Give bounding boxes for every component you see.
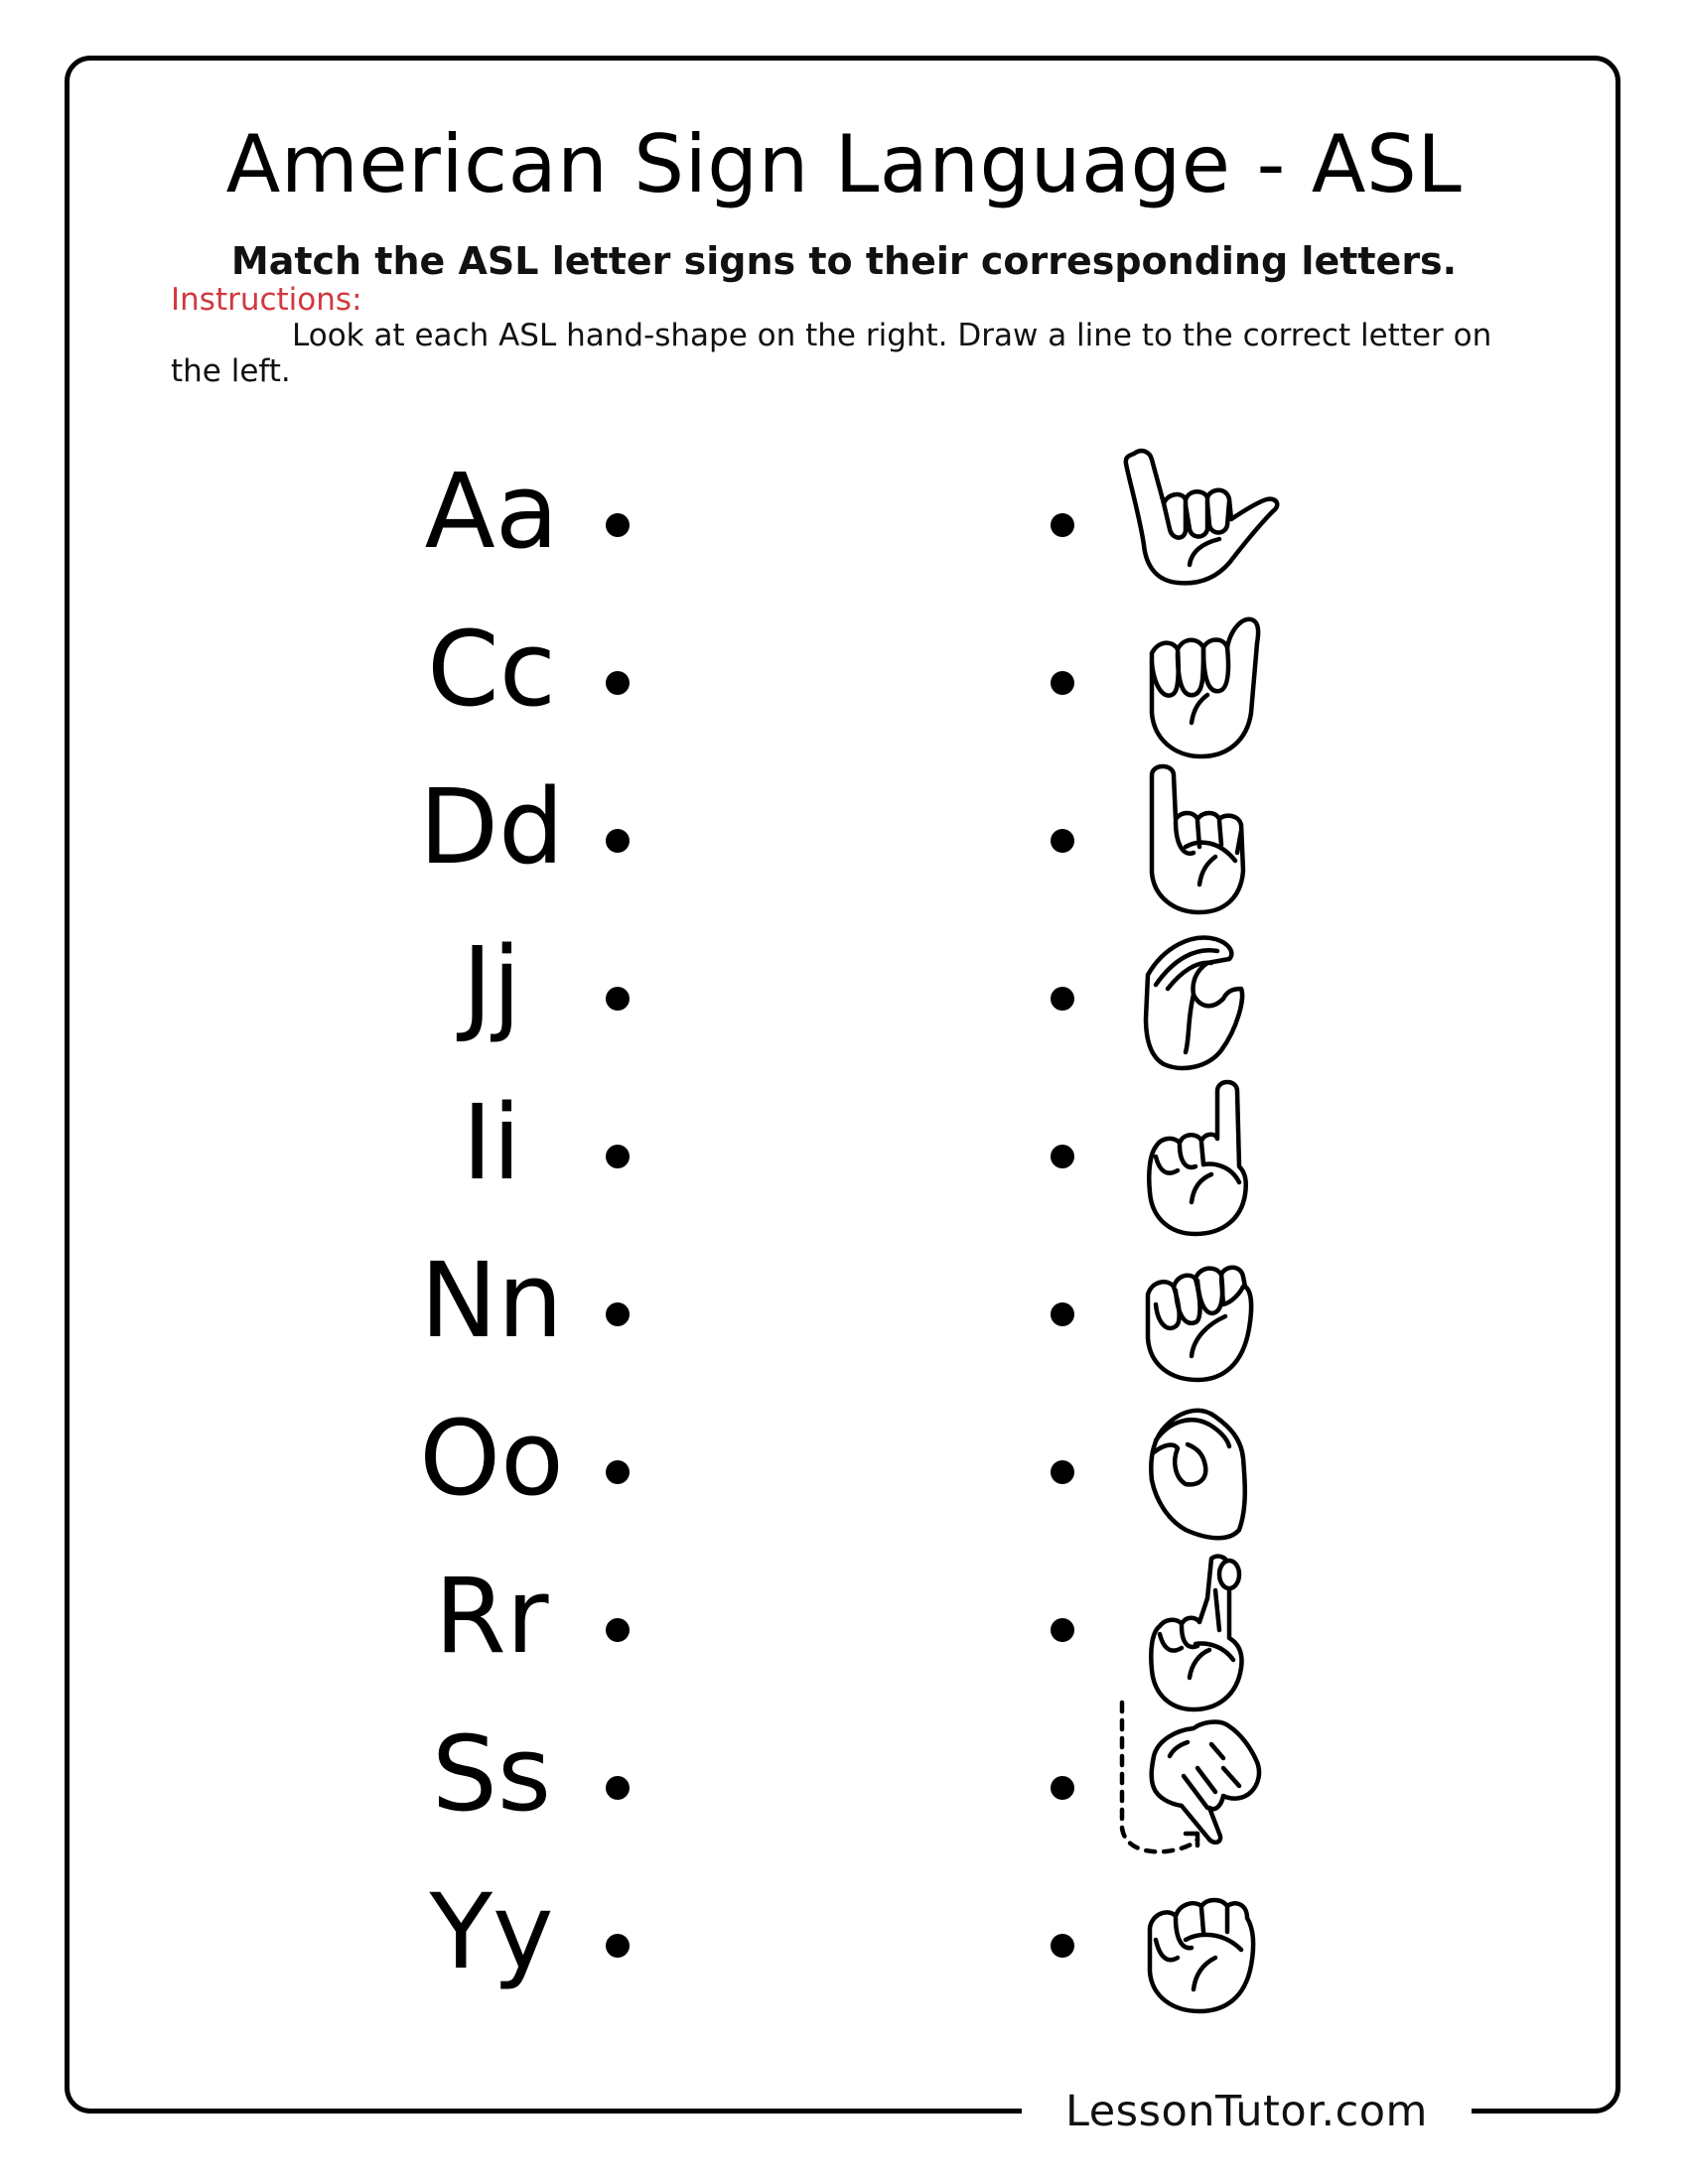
- letter-label: Ss: [431, 1713, 552, 1835]
- asl-o-hand-icon: [1112, 1393, 1281, 1557]
- sign-dot[interactable]: [1051, 1776, 1074, 1800]
- sign-dot[interactable]: [1051, 1460, 1074, 1484]
- sign-dot[interactable]: [1051, 987, 1074, 1011]
- sign-dot[interactable]: [1051, 1145, 1074, 1168]
- asl-y-hand-icon: [1112, 446, 1281, 610]
- match-row: [0, 1082, 1688, 1305]
- asl-s-fist-hand-icon: [1112, 1866, 1281, 2030]
- sign-dot[interactable]: [1051, 1618, 1074, 1642]
- match-row: [0, 924, 1688, 1148]
- page-title: American Sign Language - ASL: [225, 118, 1463, 210]
- letter-label: Yy: [429, 1871, 554, 1992]
- instructions-text: Look at each ASL hand-shape on the right. Draw a line to the correct letter on the left.: [171, 318, 1492, 389]
- asl-r-crossed-fingers-hand-icon: [1112, 1551, 1281, 1714]
- asl-a-fist-hand-icon: [1112, 1235, 1281, 1399]
- page-subtitle: Match the ASL letter signs to their corresponding letters.: [230, 239, 1458, 283]
- match-row: [0, 451, 1688, 674]
- asl-d-hand-icon: [1112, 1077, 1281, 1241]
- sign-dot[interactable]: [1051, 1934, 1074, 1958]
- asl-j-motion-hand-icon: [1112, 1708, 1281, 1872]
- match-row: [0, 766, 1688, 990]
- match-row: [0, 1398, 1688, 1621]
- letter-label: Oo: [419, 1398, 564, 1519]
- asl-j-start-hand-icon: [1112, 761, 1281, 925]
- match-row: [0, 1713, 1688, 1937]
- letter-label: Jj: [462, 924, 521, 1045]
- sign-dot[interactable]: [1051, 1302, 1074, 1326]
- letter-dot[interactable]: [606, 513, 630, 537]
- letter-label: Dd: [418, 766, 565, 887]
- letter-label: Rr: [434, 1556, 549, 1677]
- letter-dot[interactable]: [606, 829, 630, 853]
- match-row: [0, 609, 1688, 832]
- letter-label: Ii: [462, 1082, 521, 1203]
- letter-dot[interactable]: [606, 1618, 630, 1642]
- asl-c-hand-icon: [1112, 919, 1281, 1083]
- footer-brand: LessonTutor.com: [1065, 2087, 1428, 2136]
- sign-dot[interactable]: [1051, 671, 1074, 695]
- match-row: [0, 1556, 1688, 1779]
- sign-dot[interactable]: [1051, 829, 1074, 853]
- letter-label: Cc: [427, 609, 556, 730]
- letter-dot[interactable]: [606, 1302, 630, 1326]
- letter-label: Nn: [420, 1240, 563, 1361]
- instructions-label: Instructions:: [171, 282, 362, 318]
- match-row: [0, 1240, 1688, 1463]
- asl-i-hand-icon: [1112, 604, 1281, 767]
- sign-dot[interactable]: [1051, 513, 1074, 537]
- letter-label: Aa: [424, 451, 559, 572]
- letter-dot[interactable]: [606, 987, 630, 1011]
- letter-dot[interactable]: [606, 1460, 630, 1484]
- letter-dot[interactable]: [606, 1934, 630, 1958]
- match-row: [0, 1871, 1688, 2095]
- letter-dot[interactable]: [606, 671, 630, 695]
- letter-dot[interactable]: [606, 1776, 630, 1800]
- letter-dot[interactable]: [606, 1145, 630, 1168]
